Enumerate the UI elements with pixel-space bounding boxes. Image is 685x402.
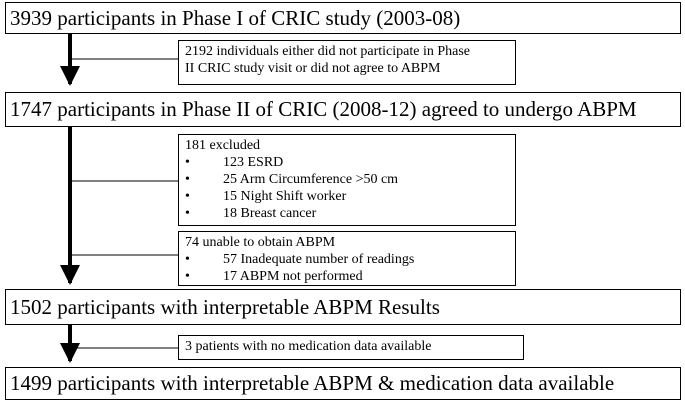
box-excluded-phase2 [178,40,516,85]
phase1-text: 3939 participants in Phase I of CRIC study (2003-08) [10,5,461,30]
unable-title: 74 unable to obtain ABPM [185,235,336,250]
excluded-item: • 15 Night Shift worker [185,188,511,205]
box-phase2 [5,92,681,127]
excluded-list [185,154,511,222]
unable-list [185,251,511,285]
box-final [5,367,681,400]
box-no-medication [178,335,524,360]
box-unable [178,231,516,286]
excl-phase2-line-1: 2192 individuals either did not participate in Phase [185,44,470,59]
unable-item: • 57 Inadequate number of readings [185,251,511,268]
excluded-title: 181 excluded [185,138,261,153]
unable-item: • 17 ABPM not performed [185,268,511,285]
excluded-item: • 25 Arm Circumference >50 cm [185,171,511,188]
no-med-text: 3 patients with no medication data available [185,339,432,354]
excl-phase2-line-2: II CRIC study visit or did not agree to ABPM [185,61,441,76]
excluded-item: • 123 ESRD [185,154,511,171]
box-interpretable [5,289,681,325]
box-excluded [178,134,516,226]
interpretable-text: 1502 participants with interpretable ABPM Results [10,294,440,319]
final-text: 1499 participants with interpretable ABPM & medication data available [10,371,615,395]
excluded-item: • 18 Breast cancer [185,205,511,222]
phase2-text: 1747 participants in Phase II of CRIC (2008-12) agreed to undergo ABPM [10,97,637,121]
box-phase1 [5,2,681,34]
